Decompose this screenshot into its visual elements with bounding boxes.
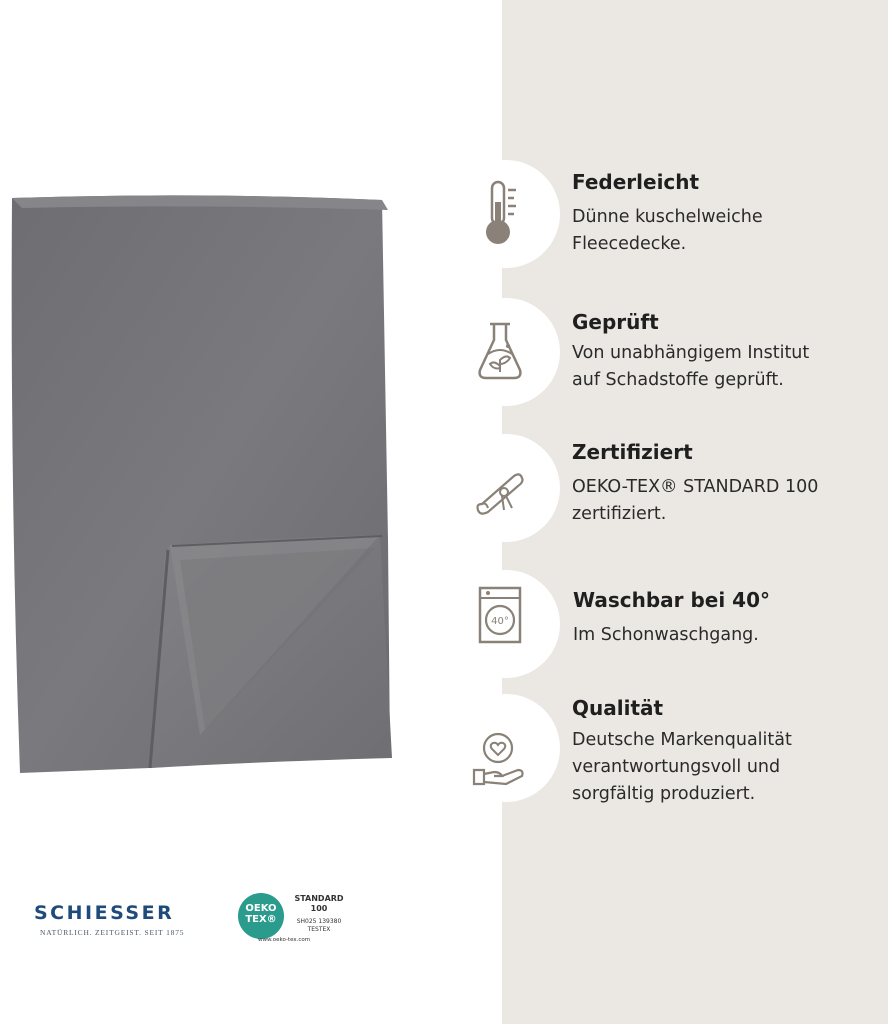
feature-description: Dünne kuschelweiche Fleecedecke. (572, 207, 763, 254)
brand-tagline: NATÜRLICH. ZEITGEIST. SEIT 1875 (40, 928, 185, 937)
feature-item (472, 440, 888, 570)
feature-title: Waschbar bei 40° (573, 588, 771, 612)
feature-description: Deutsche Markenqualität verantwortungsvoll und sorgfältig produziert. (572, 730, 792, 804)
feature-title: Federleicht (572, 170, 700, 194)
hand-heart-icon (472, 722, 528, 794)
certificate-scroll-icon (474, 458, 530, 530)
fleece-blanket-image (0, 190, 400, 775)
feature-item (472, 696, 888, 826)
flask-leaf-icon (474, 318, 530, 390)
wash-temperature-label: 40° (491, 616, 509, 627)
washing-machine-icon (476, 584, 532, 656)
oeko-tex-standard: STANDARD 100 (294, 894, 344, 913)
feature-title: Qualität (572, 696, 664, 720)
feature-description: Von unabhängigem Institut auf Schadstoffe geprüft. (572, 343, 810, 390)
oeko-tex-url: www.oeko-tex.com (258, 937, 311, 943)
feature-item (472, 308, 888, 438)
brand-logo: SCHIESSER (34, 902, 175, 924)
oeko-tex-logo-line2: TEX® (245, 914, 277, 925)
thermometer-icon (478, 178, 534, 250)
feature-description: Im Schonwaschgang. (573, 625, 759, 645)
feature-item (472, 170, 888, 300)
feature-title: Geprüft (572, 310, 659, 334)
oeko-tex-code: SH025 139380 TESTEX (296, 918, 342, 933)
feature-title: Zertifiziert (572, 440, 693, 464)
oeko-tex-logo-line1: OEKO (245, 903, 277, 914)
feature-description: OEKO-TEX® STANDARD 100 zertifiziert. (572, 477, 819, 524)
